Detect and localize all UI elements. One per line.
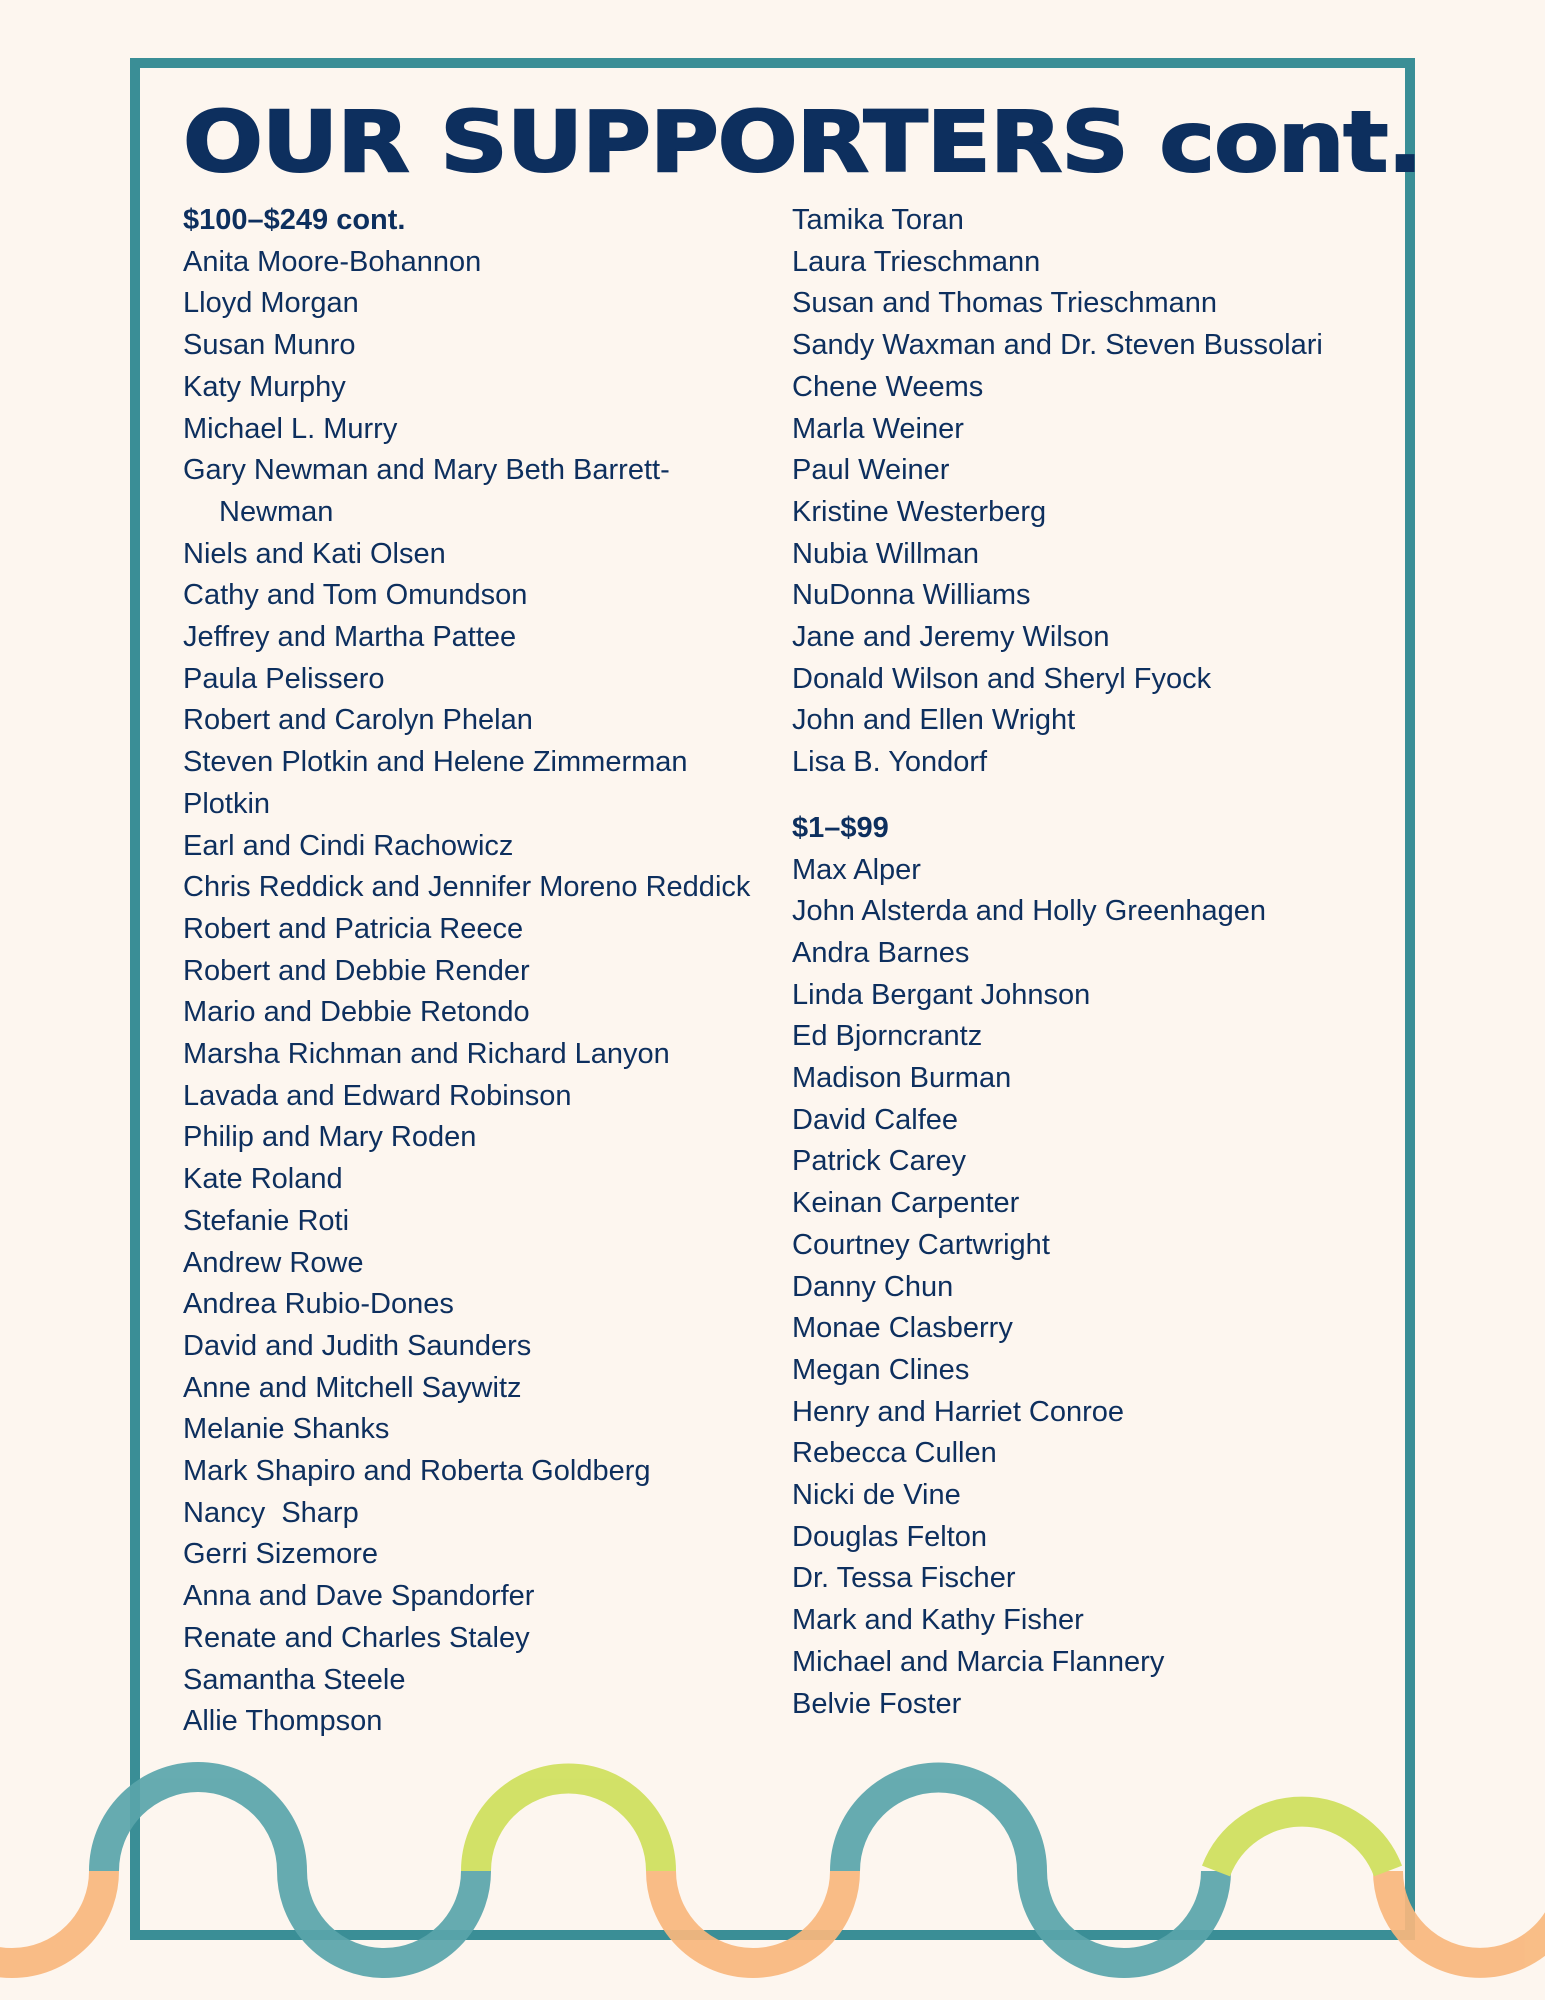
supporter-name: Renate and Charles Staley: [183, 1621, 530, 1654]
supporter-name: Belvie Foster: [792, 1687, 962, 1720]
supporter-name: Gerri Sizemore: [183, 1538, 378, 1571]
supporter-name: David Calfee: [792, 1103, 959, 1136]
supporter-name: Robert and Debbie Render: [183, 954, 530, 987]
supporter-name: Marla Weiner: [792, 412, 964, 445]
supporter-name: Steven Plotkin and Helene Zimmerman: [183, 746, 688, 779]
supporter-name: Chene Weems: [792, 370, 984, 403]
supporter-name: Laura Trieschmann: [792, 245, 1041, 278]
supporter-name: Courtney Cartwright: [792, 1228, 1050, 1261]
supporter-name: Madison Burman: [792, 1062, 1012, 1095]
supporter-name: Allie Thompson: [183, 1705, 383, 1738]
supporter-name: Andra Barnes: [792, 936, 970, 969]
supporter-name: Katy Murphy: [183, 370, 346, 403]
supporter-name: Plotkin: [183, 787, 271, 820]
supporter-name: Samantha Steele: [183, 1663, 406, 1696]
supporter-name: Robert and Patricia Reece: [183, 912, 524, 945]
supporter-name: Marsha Richman and Richard Lanyon: [183, 1038, 670, 1071]
supporter-name: Douglas Felton: [792, 1520, 988, 1553]
supporter-name: Mark Shapiro and Roberta Goldberg: [183, 1455, 651, 1488]
supporter-name: Jane and Jeremy Wilson: [792, 621, 1110, 654]
right-supporter-list-top: [792, 200, 1392, 784]
wave-arc-orange-2: [661, 1871, 845, 1963]
supporter-name: Susan and Thomas Trieschmann: [792, 287, 1218, 320]
supporter-name: Nicki de Vine: [792, 1479, 961, 1512]
supporter-name: Monae Clasberry: [792, 1312, 1013, 1345]
supporter-name: Cathy and Tom Omundson: [183, 579, 528, 612]
wave-arc-teal-top-1: [104, 1777, 292, 1871]
supporter-name: Patrick Carey: [792, 1145, 967, 1178]
supporter-name: Susan Munro: [183, 329, 356, 362]
supporter-name: Lloyd Morgan: [183, 287, 359, 320]
supporter-name: Keinan Carpenter: [792, 1187, 1020, 1220]
supporter-name: Sandy Waxman and Dr. Steven Bussolari: [792, 329, 1323, 362]
left-section-heading: $100–$249 cont.: [183, 204, 406, 236]
supporter-name: Anna and Dave Spandorfer: [183, 1580, 535, 1613]
supporter-name: Kristine Westerberg: [792, 495, 1047, 528]
supporter-name: Melanie Shanks: [183, 1413, 390, 1446]
supporter-name: Donald Wilson and Sheryl Fyock: [792, 662, 1212, 695]
supporter-name: Mario and Debbie Retondo: [183, 996, 530, 1029]
supporter-name: Paula Pelissero: [183, 662, 385, 695]
supporter-name: Michael and Marcia Flannery: [792, 1645, 1165, 1678]
supporter-name: Stefanie Roti: [183, 1204, 350, 1237]
wave-arc-orange-3: [1388, 1871, 1545, 1963]
supporter-name: Megan Clines: [792, 1353, 970, 1386]
supporter-name: Anita Moore-Bohannon: [183, 245, 482, 278]
page-title: OUR SUPPORTERS cont.: [183, 93, 1422, 191]
supporter-name: Lisa B. Yondorf: [792, 746, 988, 779]
right-section-heading: $1–$99: [792, 811, 889, 844]
supporter-name: Linda Bergant Johnson: [792, 978, 1091, 1011]
supporter-name: Max Alper: [792, 853, 921, 886]
supporter-name: Paul Weiner: [792, 454, 950, 487]
supporter-name: Nubia Willman: [792, 537, 979, 570]
supporter-name: Henry and Harriet Conroe: [792, 1395, 1125, 1428]
left-supporter-list: [183, 242, 783, 1743]
supporter-name: NuDonna Williams: [792, 579, 1031, 612]
supporter-name: Danny Chun: [792, 1270, 954, 1303]
supporter-name: Tamika Toran: [792, 204, 964, 236]
supporter-name: Jeffrey and Martha Pattee: [183, 621, 517, 654]
decorative-waves: [0, 1740, 1545, 2000]
supporter-name: Rebecca Cullen: [792, 1437, 997, 1470]
supporter-name: Niels and Kati Olsen: [183, 537, 446, 570]
wave-arc-teal-top-2: [845, 1778, 1032, 1871]
left-column: [183, 200, 783, 1743]
wave-arc-teal-bottom-1: [292, 1871, 476, 1963]
wave-arc-green-top-1: [476, 1779, 661, 1871]
right-column: [792, 200, 1392, 1725]
wave-arc-green-top-2: [1216, 1812, 1388, 1871]
supporter-name: Andrea Rubio-Dones: [183, 1288, 454, 1321]
supporter-name: John and Ellen Wright: [792, 704, 1076, 737]
supporter-name: Anne and Mitchell Saywitz: [183, 1371, 522, 1404]
wave-arc-teal-bottom-2: [1032, 1871, 1216, 1963]
supporter-name: Mark and Kathy Fisher: [792, 1604, 1084, 1637]
supporter-name: Michael L. Murry: [183, 412, 398, 445]
wave-arc-orange-1: [0, 1871, 104, 1963]
right-supporter-list-bottom: [792, 850, 1392, 1726]
supporter-name: Robert and Carolyn Phelan: [183, 704, 533, 737]
supporter-name: Chris Reddick and Jennifer Moreno Reddick: [183, 871, 751, 904]
supporter-name: John Alsterda and Holly Greenhagen: [792, 895, 1266, 928]
supporter-name: Lavada and Edward Robinson: [183, 1079, 572, 1112]
supporter-name: Philip and Mary Roden: [183, 1121, 477, 1154]
supporter-name: Ed Bjorncrantz: [792, 1020, 983, 1053]
supporter-name: Kate Roland: [183, 1163, 343, 1196]
supporter-name: David and Judith Saunders: [183, 1329, 532, 1362]
supporter-name: Gary Newman and Mary Beth Barrett-Newman: [183, 454, 670, 528]
supporter-name: Nancy Sharp: [183, 1496, 359, 1529]
supporter-name: Dr. Tessa Fischer: [792, 1562, 1016, 1595]
supporter-name: Earl and Cindi Rachowicz: [183, 829, 514, 862]
supporter-name: Andrew Rowe: [183, 1246, 364, 1279]
